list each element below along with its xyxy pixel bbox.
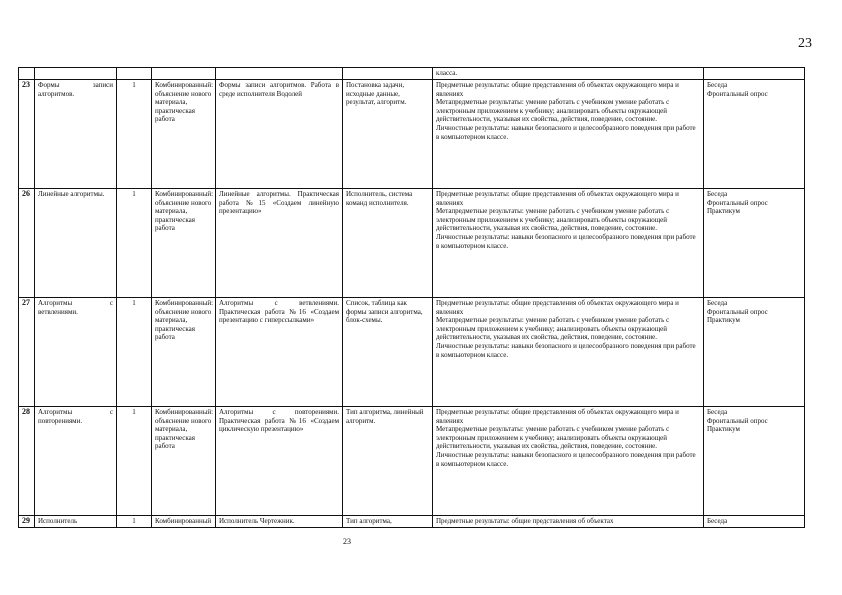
lesson-topic: Алгоритмы с повторениями. xyxy=(35,407,117,516)
lesson-concepts: Постановка задачи, исходные данные, результат, алгоритм. xyxy=(343,80,433,189)
lesson-number: 23 xyxy=(19,80,35,189)
table-row xyxy=(19,298,805,407)
lesson-topic: Формы записи алгоритмов. xyxy=(35,80,117,189)
lesson-concepts: Список, таблица как формы записи алгоритма, блок-схемы. xyxy=(343,298,433,407)
lesson-type: Комбинированный xyxy=(152,516,216,528)
lesson-results: Предметные результаты: общие представления об объектах окружающего мира и явлениях Метапредметные результаты: умение работать с учебником умение работать с электронным приложением к учебнику; анализировать объекты окружающей действительности, указывая их свойства, действия, поведение, состояние. Личностные результаты: навыки безопасного и целесообразного поведения при работе в компьютерном классе. xyxy=(433,298,704,407)
lesson-concepts: Тип алгоритма, линейный алгоритм. xyxy=(343,407,433,516)
lesson-control: Беседа xyxy=(704,516,805,528)
cell-type xyxy=(152,68,216,80)
lesson-hours: 1 xyxy=(117,407,152,516)
lesson-plan-table xyxy=(18,67,805,528)
table-row xyxy=(19,189,805,298)
lesson-results: Предметные результаты: общие представления об объектах окружающего мира и явлениях Метапредметные результаты: умение работать с учебником умение работать с электронным приложением к учебнику; анализировать объекты окружающей действительности, указывая их свойства, действия, поведение, состояние. Личностные результаты: навыки безопасного и целесообразного поведения при работе в компьютерном классе. xyxy=(433,407,704,516)
lesson-number: 28 xyxy=(19,407,35,516)
cell-concepts xyxy=(343,68,433,80)
cell-content xyxy=(216,68,343,80)
lesson-content: Алгоритмы с ветвлениями. Практическая работа №16 «Создаем презентацию с гиперссылками» xyxy=(216,298,343,407)
page-number-bottom: 23 xyxy=(343,537,351,546)
lesson-number: 26 xyxy=(19,189,35,298)
lesson-topic: Исполнитель xyxy=(35,516,117,528)
lesson-type: Комбинированный: объяснение нового материала, практическая работа xyxy=(152,80,216,189)
lesson-content: Алгоритмы с повторениями. Практическая работа №16 «Создаем циклическую презентацию» xyxy=(216,407,343,516)
lesson-results: Предметные результаты: общие представления об объектах окружающего мира и явлениях Метапредметные результаты: умение работать с учебником умение работать с электронным приложением к учебнику; анализировать объекты окружающей действительности, указывая их свойства, действия, поведение, состояние. Личностные результаты: навыки безопасного и целесообразного поведения при работе в компьютерном классе. xyxy=(433,189,704,298)
lesson-hours: 1 xyxy=(117,298,152,407)
lesson-control: Беседа Фронтальный опрос Практикум xyxy=(704,407,805,516)
lesson-concepts: Тип алгоритма, xyxy=(343,516,433,528)
lesson-content: Формы записи алгоритмов. Работа в среде исполнителя Водолей xyxy=(216,80,343,189)
lesson-topic: Линейные алгоритмы. xyxy=(35,189,117,298)
lesson-hours: 1 xyxy=(117,189,152,298)
lesson-content: Исполнитель Чертежник. xyxy=(216,516,343,528)
lesson-type: Комбинированный: объяснение нового материала, практическая работа xyxy=(152,189,216,298)
lesson-number: 27 xyxy=(19,298,35,407)
cell-hours xyxy=(117,68,152,80)
lesson-topic: Алгоритмы с ветвлениями. xyxy=(35,298,117,407)
cell-topic xyxy=(35,68,117,80)
table-row xyxy=(19,516,805,528)
lesson-results: Предметные результаты: общие представления об объектах xyxy=(433,516,704,528)
table-row xyxy=(19,407,805,516)
lesson-hours: 1 xyxy=(117,80,152,189)
table-row xyxy=(19,68,805,80)
lesson-control: Беседа Фронтальный опрос xyxy=(704,80,805,189)
lesson-content: Линейные алгоритмы. Практическая работа №15 «Создаем линейную презентацию» xyxy=(216,189,343,298)
page-number-top: 23 xyxy=(798,36,812,51)
lesson-control: Беседа Фронтальный опрос Практикум xyxy=(704,189,805,298)
lesson-type: Комбинированный: объяснение нового материала, практическая работа xyxy=(152,407,216,516)
cell-results: класса. xyxy=(433,68,704,80)
lesson-concepts: Исполнитель, система команд исполнителя. xyxy=(343,189,433,298)
lesson-results: Предметные результаты: общие представления об объектах окружающего мира и явлениях Метапредметные результаты: умение работать с учебником умение работать с электронным приложением к учебнику; анализировать объекты окружающей действительности, указывая их свойства, действия, поведение, состояние. Личностные результаты: навыки безопасного и целесообразного поведения при работе в компьютерном классе. xyxy=(433,80,704,189)
lesson-control: Беседа Фронтальный опрос Практикум xyxy=(704,298,805,407)
lesson-number: 29 xyxy=(19,516,35,528)
cell-num xyxy=(19,68,35,80)
cell-control xyxy=(704,68,805,80)
lesson-type: Комбинированный: объяснение нового материала, практическая работа xyxy=(152,298,216,407)
lesson-hours: 1 xyxy=(117,516,152,528)
table-row xyxy=(19,80,805,189)
